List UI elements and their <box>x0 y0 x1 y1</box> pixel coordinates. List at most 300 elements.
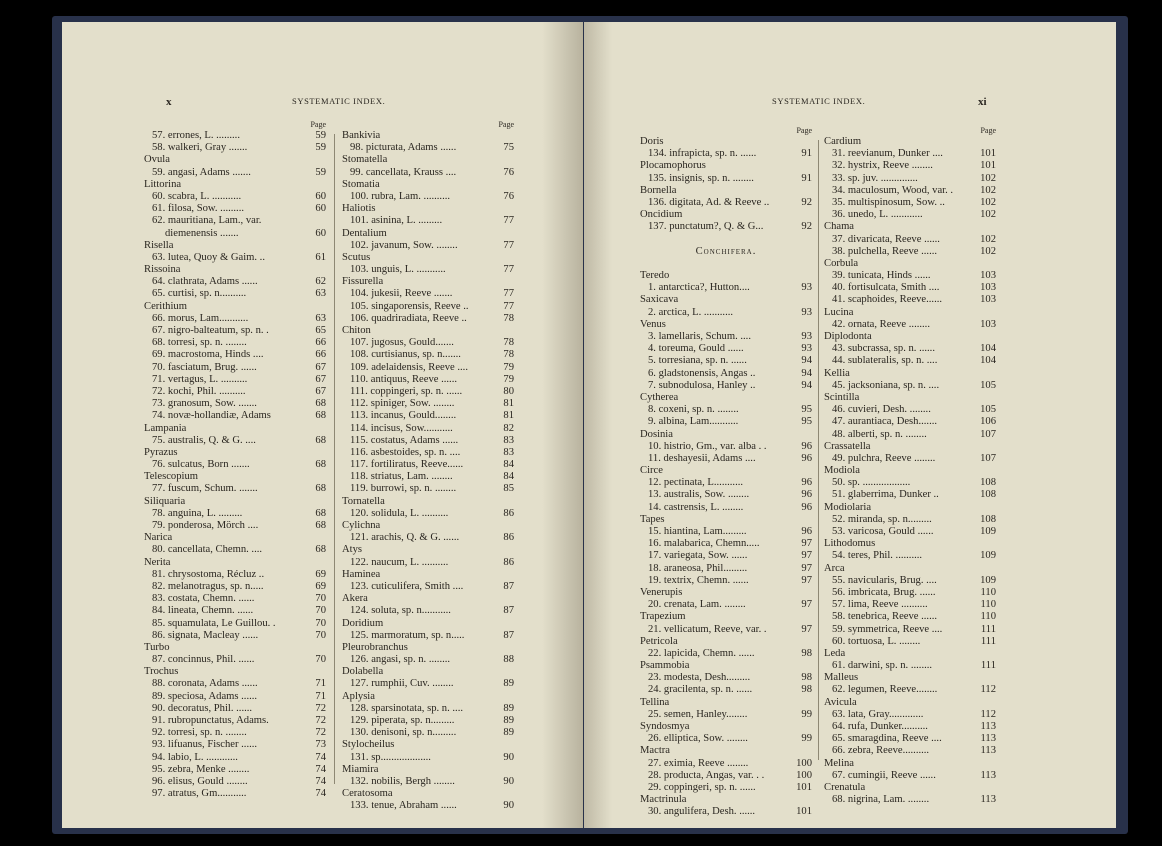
entry-text: 9. albina, Lam........... <box>648 416 739 428</box>
entry-text: 72. kochi, Phil. .......... <box>152 385 246 397</box>
genus-heading <box>342 788 514 800</box>
right-page <box>584 22 1116 828</box>
index-entry <box>144 654 326 666</box>
index-entry <box>640 355 812 367</box>
index-entry <box>824 660 996 672</box>
entry-page: 78 <box>503 312 514 324</box>
index-entry <box>144 605 326 617</box>
index-entry <box>144 727 326 739</box>
index-entry <box>342 410 514 422</box>
index-entry <box>342 349 514 361</box>
entry-text: Lucina <box>824 306 854 318</box>
index-entry <box>824 294 996 306</box>
genus-heading <box>640 514 812 526</box>
entry-page: 68 <box>315 483 326 495</box>
column-rule <box>334 134 335 784</box>
entry-text: 94. labio, L. ............ <box>152 751 238 763</box>
entry-page: 90 <box>503 775 514 787</box>
entry-page: 68 <box>315 520 326 531</box>
entry-text: 53. varicosa, Gould ...... <box>832 526 934 537</box>
entry-text: Chama <box>824 221 855 233</box>
entry-text: 105. singaporensis, Reeve .. <box>350 300 469 312</box>
entry-page: 59 <box>315 130 326 141</box>
entry-page: 69 <box>315 568 326 580</box>
index-entry <box>824 416 996 428</box>
index-entry <box>640 234 812 246</box>
entry-text: 104. jukesii, Reeve ....... <box>350 288 453 300</box>
entry-page: 72 <box>315 702 326 714</box>
entry-page: 112 <box>980 684 996 696</box>
entry-text: Cytherea <box>640 391 679 403</box>
entry-text: Modiola <box>824 465 860 477</box>
entry-page: 103 <box>980 294 996 306</box>
entry-text: 117. fortiliratus, Reeve...... <box>350 459 464 471</box>
entry-page: 107 <box>980 428 996 440</box>
entry-page: 112 <box>980 708 996 720</box>
genus-heading <box>824 538 996 550</box>
genus-heading <box>342 593 514 605</box>
entry-page: 68 <box>315 410 326 422</box>
index-entry <box>824 148 996 160</box>
entry-text: Lampania <box>144 422 187 434</box>
entry-text: Risella <box>144 239 174 251</box>
entry-text: 18. araneosa, Phil......... <box>648 562 748 574</box>
entry-page: 70 <box>315 654 326 666</box>
genus-heading <box>824 502 996 514</box>
entry-page: 97 <box>801 538 812 550</box>
entry-page: 96 <box>801 501 812 513</box>
entry-page: 101 <box>980 148 996 160</box>
entry-page: 109 <box>980 526 996 537</box>
index-entry <box>824 514 996 526</box>
index-entry <box>342 301 514 313</box>
entry-text: Ceratosoma <box>342 788 393 800</box>
entry-text: 116. asbestoides, sp. n. .... <box>350 446 461 458</box>
entry-text: 108. curtisianus, sp. n....... <box>350 349 461 361</box>
entry-text: Miamira <box>342 763 379 775</box>
entry-text: 93. lifuanus, Fischer ...... <box>152 739 258 751</box>
entry-text: Syndosmya <box>640 721 690 732</box>
entry-text: Scintilla <box>824 391 860 403</box>
entry-text: Ovula <box>144 154 170 166</box>
entry-page: 79 <box>503 361 514 373</box>
index-entry <box>144 435 326 447</box>
index-entry <box>144 544 326 556</box>
index-entry <box>144 191 326 203</box>
index-entry <box>640 599 812 611</box>
index-entry <box>144 739 326 751</box>
index-entry <box>640 380 812 392</box>
index-entry <box>144 703 326 715</box>
index-entry <box>342 654 514 666</box>
genus-heading <box>824 465 996 477</box>
index-entry <box>342 557 514 569</box>
index-entry <box>144 276 326 288</box>
entry-page: 102 <box>980 209 996 221</box>
entry-page: 93 <box>801 331 812 342</box>
entry-page: 98 <box>801 647 812 659</box>
entry-text: Stomatella <box>342 154 388 166</box>
index-entry <box>144 362 326 374</box>
entry-text: 58. tenebrica, Reeve ...... <box>832 611 938 623</box>
index-entry <box>342 240 514 252</box>
entry-page: 111 <box>980 623 996 635</box>
entry-text: 43. subcrassa, sp. n. ...... <box>832 343 935 355</box>
genus-heading <box>640 136 812 148</box>
entry-text: Avicula <box>824 696 857 708</box>
entry-text: 36. unedo, L. ............ <box>832 209 923 221</box>
entry-page: 80 <box>503 385 514 397</box>
index-entry <box>342 374 514 386</box>
index-entry <box>640 368 812 380</box>
index-entry <box>342 581 514 593</box>
index-entry <box>640 563 812 575</box>
entry-text: 5. torresiana, sp. n. ...... <box>648 355 747 367</box>
entry-text: 134. infrapicta, sp. n. ...... <box>648 148 757 160</box>
entry-page: 109 <box>980 550 996 562</box>
genus-heading <box>824 331 996 343</box>
index-entry <box>640 441 812 453</box>
genus-heading <box>342 252 514 264</box>
entry-page: 89 <box>503 702 514 714</box>
index-entry <box>342 727 514 739</box>
entry-page: 63 <box>315 288 326 300</box>
entry-page: 91 <box>801 148 812 160</box>
entry-text: Arca <box>824 562 845 574</box>
index-entry <box>824 684 996 696</box>
entry-page: 61 <box>315 251 326 263</box>
genus-heading <box>342 569 514 581</box>
index-column <box>144 120 326 800</box>
entry-page: 77 <box>503 264 514 276</box>
entry-text: Circe <box>640 465 663 477</box>
entry-text: Kellia <box>824 367 850 379</box>
entry-text: Tellina <box>640 696 670 708</box>
entry-text: Crenatula <box>824 781 866 793</box>
entry-text: 37. divaricata, Reeve ...... <box>832 233 940 245</box>
entry-page: 70 <box>315 629 326 641</box>
entry-page: 82 <box>503 422 514 434</box>
index-entry <box>144 593 326 605</box>
index-entry <box>144 325 326 337</box>
page-column-label: Page <box>980 126 996 135</box>
entry-text: 51. glaberrima, Dunker .. <box>832 489 939 501</box>
entry-text: Tornatella <box>342 495 385 507</box>
index-entry <box>640 258 812 270</box>
entry-page: 104 <box>980 355 996 367</box>
entry-page: 70 <box>315 617 326 629</box>
entry-text: 42. ornata, Reeve ........ <box>832 318 930 330</box>
entry-page: 72 <box>315 715 326 726</box>
entry-page: 102 <box>980 233 996 245</box>
index-entry <box>824 575 996 587</box>
index-entry <box>342 386 514 398</box>
entry-page: 84 <box>503 459 514 471</box>
entry-text: 59. symmetrica, Reeve .... <box>832 623 943 635</box>
entry-page: 113 <box>980 733 996 745</box>
genus-heading <box>144 666 326 678</box>
index-entry <box>824 282 996 294</box>
entry-page: 100 <box>796 757 812 769</box>
entry-text: 71. vertagus, L. .......... <box>152 373 248 385</box>
entry-text: 81. chrysostoma, Récluz .. <box>152 568 265 580</box>
entry-text: 133. tenue, Abraham ...... <box>350 800 457 812</box>
genus-heading <box>342 618 514 630</box>
entry-text: 67. nigro-balteatum, sp. n. . <box>152 325 269 336</box>
entry-page: 66 <box>315 349 326 361</box>
index-entry <box>342 167 514 179</box>
index-entry <box>144 581 326 593</box>
index-column <box>824 126 996 806</box>
entry-page: 66 <box>315 337 326 349</box>
entry-page: 95 <box>801 416 812 428</box>
entry-text: 14. castrensis, L. ........ <box>648 501 744 513</box>
genus-heading <box>640 587 812 599</box>
index-entry <box>824 636 996 648</box>
entry-page: 60 <box>315 190 326 202</box>
entry-text: 127. rumphii, Cuv. ........ <box>350 678 454 690</box>
index-entry <box>824 599 996 611</box>
entry-page: 108 <box>980 489 996 501</box>
entry-text: Oncidium <box>640 209 683 221</box>
entry-text: Dosinia <box>640 428 673 440</box>
index-entry <box>144 752 326 764</box>
entry-text: 115. costatus, Adams ...... <box>350 434 459 446</box>
entry-text: 38. pulchella, Reeve ...... <box>832 245 938 257</box>
entry-page: 68 <box>315 459 326 471</box>
entry-page: 62 <box>315 276 326 288</box>
entry-text: 46. cuvieri, Desh. ........ <box>832 404 931 416</box>
index-entry <box>144 386 326 398</box>
entry-text: Petricola <box>640 635 678 647</box>
entry-text: 78. anguina, L. ......... <box>152 507 243 519</box>
entry-page: 89 <box>503 715 514 726</box>
index-entry <box>824 429 996 441</box>
entry-page: 74 <box>315 751 326 763</box>
entry-text: Rissoina <box>144 264 181 276</box>
index-entry <box>640 502 812 514</box>
index-entry <box>640 173 812 185</box>
entry-text: 119. burrowi, sp. n. ........ <box>350 483 457 495</box>
index-entry <box>824 246 996 258</box>
entry-text: 114. incisus, Sow........... <box>350 422 453 434</box>
entry-text: 64. rufa, Dunker.......... <box>832 721 928 732</box>
entry-page: 68 <box>315 398 326 410</box>
entry-text: 120. solidula, L. .......... <box>350 507 449 519</box>
entry-text: 50. sp. .................. <box>832 477 911 489</box>
genus-heading <box>144 557 326 569</box>
entry-text: 35. multispinosum, Sow. .. <box>832 196 945 208</box>
entry-text: 118. striatus, Lam. ........ <box>350 471 453 483</box>
entry-text: Siliquaria <box>144 495 186 507</box>
entry-page: 94 <box>801 379 812 391</box>
entry-text: 135. insignis, sp. n. ........ <box>648 172 754 184</box>
genus-heading <box>342 739 514 751</box>
entry-text: 103. unguis, L. ........... <box>350 264 446 276</box>
index-entry <box>342 142 514 154</box>
entry-text: 106. quadriradiata, Reeve .. <box>350 312 467 324</box>
entry-page: 110 <box>980 586 996 598</box>
entry-text: Littorina <box>144 178 182 190</box>
entry-text: 83. costata, Chemn. ...... <box>152 593 255 605</box>
entry-page: 65 <box>315 325 326 336</box>
index-entry <box>824 770 996 782</box>
entry-page: 91 <box>801 172 812 184</box>
entry-page: 73 <box>315 739 326 751</box>
index-entry <box>640 282 812 294</box>
index-entry <box>824 489 996 501</box>
entry-text: 88. coronata, Adams ...... <box>152 678 258 690</box>
entry-text: 63. lutea, Quoy & Gaim. .. <box>152 251 265 263</box>
entry-text: Lithodomus <box>824 538 876 550</box>
genus-heading <box>342 276 514 288</box>
entry-text: Psammobia <box>640 660 690 672</box>
entry-text: 60. tortuosa, L. ........ <box>832 635 921 647</box>
entry-text: 76. sulcatus, Born ....... <box>152 459 250 471</box>
entry-text: Stylocheilus <box>342 739 395 751</box>
entry-text: 62. mauritiana, Lam., var. <box>152 215 262 227</box>
entry-text: 34. maculosum, Wood, var. . <box>832 184 954 196</box>
index-entry <box>824 721 996 733</box>
index-entry <box>824 173 996 185</box>
entry-page: 97 <box>801 574 812 586</box>
entry-text: Mactrinula <box>640 794 687 806</box>
entry-text: 137. punctatum?, Q. & G... <box>648 221 764 233</box>
genus-heading <box>144 154 326 166</box>
entry-page: 103 <box>980 282 996 294</box>
entry-text: Cardium <box>824 136 862 147</box>
entry-text: Trapezium <box>640 611 686 623</box>
index-entry <box>640 148 812 160</box>
genus-heading <box>342 544 514 556</box>
index-entry <box>640 575 812 587</box>
genus-heading <box>144 423 326 435</box>
entry-text: 84. lineata, Chemn. ...... <box>152 605 254 617</box>
index-entry <box>640 758 812 770</box>
entry-text: 28. producta, Angas, var. . . <box>648 769 765 781</box>
entry-page: 89 <box>503 678 514 690</box>
entry-page: 110 <box>980 611 996 623</box>
entry-text: Leda <box>824 647 846 659</box>
entry-text: 54. teres, Phil. .......... <box>832 550 923 562</box>
index-entry <box>640 331 812 343</box>
entry-page: 67 <box>315 361 326 373</box>
entry-text: 41. scaphoides, Reeve...... <box>832 294 943 306</box>
entry-text: 30. angulifera, Desh. ...... <box>648 806 756 818</box>
entry-page: 86 <box>503 507 514 519</box>
genus-heading <box>640 160 812 172</box>
entry-text: 79. ponderosa, Mörch .... <box>152 520 259 531</box>
entry-text: Haliotis <box>342 203 376 215</box>
entry-page: 86 <box>503 556 514 568</box>
entry-page: 67 <box>315 373 326 385</box>
entry-text: 129. piperata, sp. n......... <box>350 715 455 726</box>
entry-text: Crassatella <box>824 440 871 452</box>
entry-text: 107. jugosus, Gould....... <box>350 337 454 349</box>
index-entry <box>144 313 326 325</box>
index-entry <box>640 307 812 319</box>
entry-text: Pleurobranchus <box>342 641 408 653</box>
genus-heading <box>342 179 514 191</box>
index-entry <box>640 550 812 562</box>
entry-page: 81 <box>503 398 514 410</box>
index-entry <box>640 197 812 209</box>
entry-text: 126. angasi, sp. n. ........ <box>350 654 451 666</box>
entry-page: 60 <box>315 203 326 215</box>
entry-text: 24. gracilenta, sp. n. ...... <box>648 684 753 696</box>
index-entry <box>144 776 326 788</box>
index-entry <box>144 228 326 240</box>
entry-text: Cerithium <box>144 300 187 312</box>
entry-text: 112. spiniger, Sow. ........ <box>350 398 455 410</box>
genus-heading <box>342 130 514 142</box>
entry-page: 96 <box>801 489 812 501</box>
entry-text: Turbo <box>144 641 170 653</box>
entry-page: 68 <box>315 507 326 519</box>
entry-text: 92. torresi, sp. n. ........ <box>152 727 247 739</box>
entry-text: 82. melanotragus, sp. n..... <box>152 580 264 592</box>
entry-page: 68 <box>315 434 326 446</box>
entry-page: 96 <box>801 440 812 452</box>
entry-text: 124. soluta, sp. n........... <box>350 605 451 617</box>
index-entry <box>640 489 812 501</box>
index-entry <box>824 453 996 465</box>
entry-text: 62. legumen, Reeve........ <box>832 684 938 696</box>
index-entry <box>144 630 326 642</box>
index-entry <box>144 691 326 703</box>
entry-text: 8. coxeni, sp. n. ........ <box>648 404 739 416</box>
genus-heading <box>342 496 514 508</box>
index-entry <box>342 483 514 495</box>
entry-text: Doridium <box>342 617 384 629</box>
running-header: SYSTEMATIC INDEX. <box>772 96 866 106</box>
entry-text: Plocamophorus <box>640 160 706 172</box>
entry-text: 98. picturata, Adams ...... <box>350 142 457 154</box>
genus-heading <box>144 179 326 191</box>
genus-heading <box>342 228 514 240</box>
entry-text: Bornella <box>640 184 677 196</box>
entry-text: 31. reevianum, Dunker .... <box>832 148 943 160</box>
genus-heading <box>640 392 812 404</box>
entry-page: 70 <box>315 593 326 605</box>
entry-text: Haminea <box>342 568 381 580</box>
entry-page: 102 <box>980 196 996 208</box>
entry-text: 27. eximia, Reeve ........ <box>648 757 749 769</box>
index-entry <box>824 794 996 806</box>
entry-text: 68. torresi, sp. n. ........ <box>152 337 247 349</box>
genus-heading <box>640 745 812 757</box>
index-entry <box>824 526 996 538</box>
entry-text: Nerita <box>144 556 171 568</box>
entry-page: 108 <box>980 513 996 525</box>
index-entry <box>144 410 326 422</box>
entry-page: 113 <box>980 721 996 732</box>
entry-page: 96 <box>801 526 812 537</box>
entry-text: 87. concinnus, Phil. ...... <box>152 654 255 666</box>
entry-text: 102. javanum, Sow. ........ <box>350 239 458 251</box>
entry-page: 71 <box>315 678 326 690</box>
genus-heading <box>640 185 812 197</box>
entry-page: 102 <box>980 184 996 196</box>
entry-page: 63 <box>315 312 326 324</box>
index-entry <box>144 374 326 386</box>
index-entry <box>824 611 996 623</box>
genus-heading <box>824 258 996 270</box>
entry-text: 90. decoratus, Phil. ...... <box>152 702 253 714</box>
entry-text: 66. morus, Lam........... <box>152 312 249 324</box>
genus-heading <box>640 794 812 806</box>
index-entry <box>342 715 514 727</box>
